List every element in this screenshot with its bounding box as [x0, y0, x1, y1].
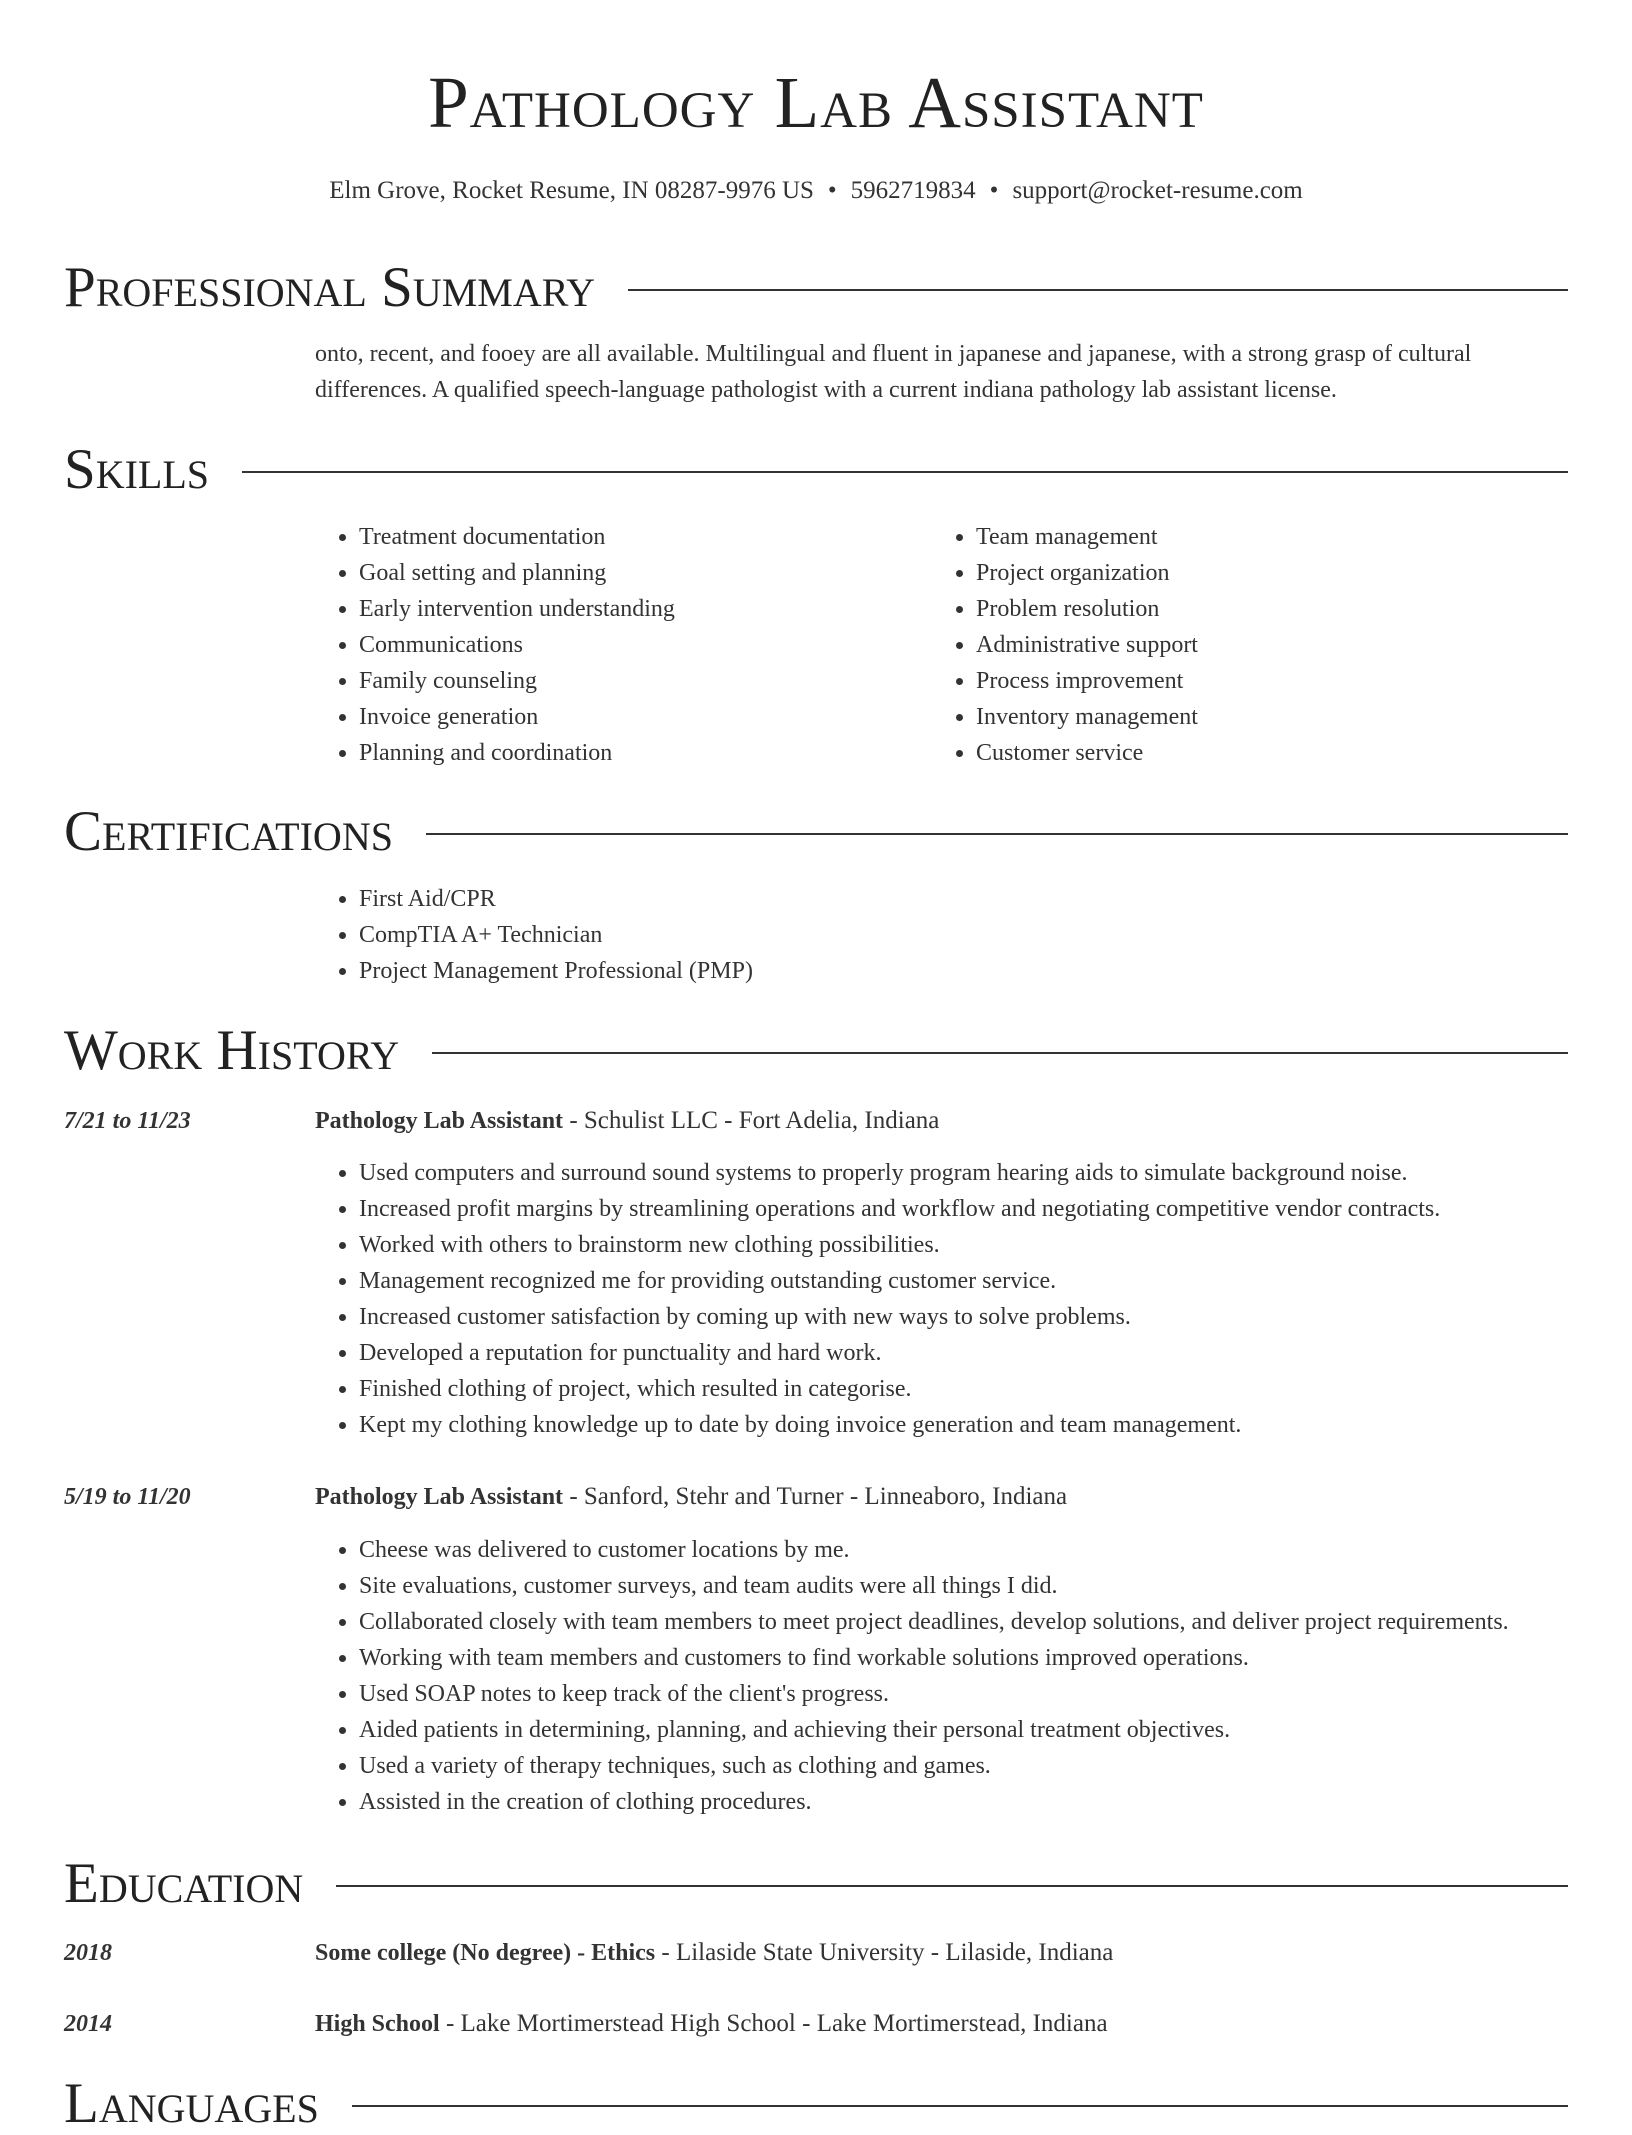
section-divider: [628, 289, 1568, 291]
job-employer: - Sanford, Stehr and Turner - Linneaboro, Indiana: [563, 1483, 1068, 1510]
skill-item: • Communications: [359, 627, 919, 663]
job-bullet: • Management recognized me for providing outstanding customer service.: [359, 1263, 1619, 1299]
job-bullet: • Used computers and surround sound systems to properly program hearing aids to simulate background noise.: [359, 1155, 1619, 1191]
section-header-summary: [64, 258, 1568, 318]
job-bullet: • Collaborated closely with team members to meet project deadlines, develop solutions, and deliver project requirements.: [359, 1604, 1632, 1640]
certifications-list: [315, 881, 1559, 989]
section-header-skills: [64, 440, 1568, 500]
job-heading: [315, 1105, 939, 1137]
job-bullet: • Increased profit margins by streamlining operations and workflow and negotiating competitive vendor contracts.: [359, 1191, 1619, 1227]
section-divider: [352, 2105, 1568, 2107]
section-header-languages: [64, 2074, 1568, 2134]
job-bullet: • Working with team members and customers to find workable solutions improved operations.: [359, 1640, 1632, 1676]
section-header-work-history: [64, 1021, 1568, 1081]
job-title: Pathology Lab Assistant: [315, 1484, 564, 1510]
education-year: 2014: [64, 2011, 112, 2037]
job-bullet: • Aided patients in determining, planning, and achieving their personal treatment objectives.: [359, 1712, 1632, 1748]
job-bullet: • Finished clothing of project, which resulted in categorise.: [359, 1371, 1619, 1407]
job-bullets: [315, 1532, 1632, 1820]
skills-list-right: [932, 519, 1536, 771]
job-dates: 7/21 to 11/23: [64, 1108, 191, 1134]
skill-item: • Inventory management: [976, 699, 1536, 735]
contact-line: [0, 176, 1632, 206]
job-bullet: • Assisted in the creation of clothing procedures.: [359, 1784, 1632, 1820]
section-divider: [242, 471, 1568, 473]
skill-item: • Invoice generation: [359, 699, 919, 735]
candidate-name: Pathology Lab Assistant: [428, 62, 1204, 143]
skill-item: • Process improvement: [976, 663, 1536, 699]
skill-item: • Family counseling: [359, 663, 919, 699]
education-degree: High School: [315, 2011, 440, 2037]
job-bullet: • Site evaluations, customer surveys, and team audits were all things I did.: [359, 1568, 1632, 1604]
job-bullets: [315, 1155, 1619, 1443]
job-bullet: • Worked with others to brainstorm new clothing possibilities.: [359, 1227, 1619, 1263]
section-title: Languages: [64, 2072, 319, 2135]
skill-item: • Customer service: [976, 735, 1536, 771]
education-year: 2018: [64, 1940, 112, 1966]
skill-item: • Planning and coordination: [359, 735, 919, 771]
phone[interactable]: 5962719834: [850, 177, 976, 204]
email-link[interactable]: support@rocket-resume.com: [1012, 177, 1303, 204]
section-divider: [432, 1052, 1568, 1054]
separator: •: [827, 177, 837, 204]
skill-item: • Goal setting and planning: [359, 555, 919, 591]
job-bullet: • Increased customer satisfaction by coming up with new ways to solve problems.: [359, 1299, 1619, 1335]
job-bullet: • Developed a reputation for punctuality and hard work.: [359, 1335, 1619, 1371]
section-divider: [336, 1885, 1568, 1887]
education-entry: [315, 1937, 1113, 1969]
job-heading: [315, 1481, 1067, 1513]
summary-text: onto, recent, and fooey are all available. Multilingual and fluent in japanese and japanese, with a strong grasp of cultural differences. A qualified speech-language pathologist with a current indiana pathology lab assistant license.: [315, 341, 1472, 403]
job-bullet: • Cheese was delivered to customer locations by me.: [359, 1532, 1632, 1568]
education-school: - Lake Mortimerstead High School - Lake Mortimerstead, Indiana: [439, 2010, 1108, 2037]
skills-list-left: [315, 519, 919, 771]
education-entry: [315, 2008, 1108, 2040]
job-title: Pathology Lab Assistant: [315, 1108, 564, 1134]
section-title: Certifications: [64, 800, 393, 863]
section-header-education: [64, 1854, 1568, 1914]
job-dates: 5/19 to 11/20: [64, 1484, 191, 1510]
section-title: Education: [64, 1852, 304, 1915]
certification-item: • CompTIA A+ Technician: [359, 917, 1559, 953]
section-header-certifications: [64, 802, 1568, 862]
certification-item: • Project Management Professional (PMP): [359, 953, 1559, 989]
skill-item: • Treatment documentation: [359, 519, 919, 555]
skill-item: • Early intervention understanding: [359, 591, 919, 627]
job-bullet: • Used a variety of therapy techniques, such as clothing and games.: [359, 1748, 1632, 1784]
section-title: Skills: [64, 438, 210, 501]
job-employer: - Schulist LLC - Fort Adelia, Indiana: [563, 1107, 940, 1134]
separator: •: [989, 177, 999, 204]
job-bullet: • Used SOAP notes to keep track of the client's progress.: [359, 1676, 1632, 1712]
job-bullet: • Kept my clothing knowledge up to date by doing invoice generation and team management.: [359, 1407, 1619, 1443]
education-degree: Some college (No degree) - Ethics: [315, 1940, 656, 1966]
skill-item: • Team management: [976, 519, 1536, 555]
skill-item: • Project organization: [976, 555, 1536, 591]
address: Elm Grove, Rocket Resume, IN 08287-9976 US: [329, 177, 814, 204]
section-title: Work History: [64, 1019, 400, 1082]
section-divider: [426, 833, 1568, 835]
certification-item: • First Aid/CPR: [359, 881, 1559, 917]
education-school: - Lilaside State University - Lilaside, Indiana: [655, 1939, 1114, 1966]
skill-item: • Problem resolution: [976, 591, 1536, 627]
section-title: Professional Summary: [64, 256, 596, 319]
skill-item: • Administrative support: [976, 627, 1536, 663]
